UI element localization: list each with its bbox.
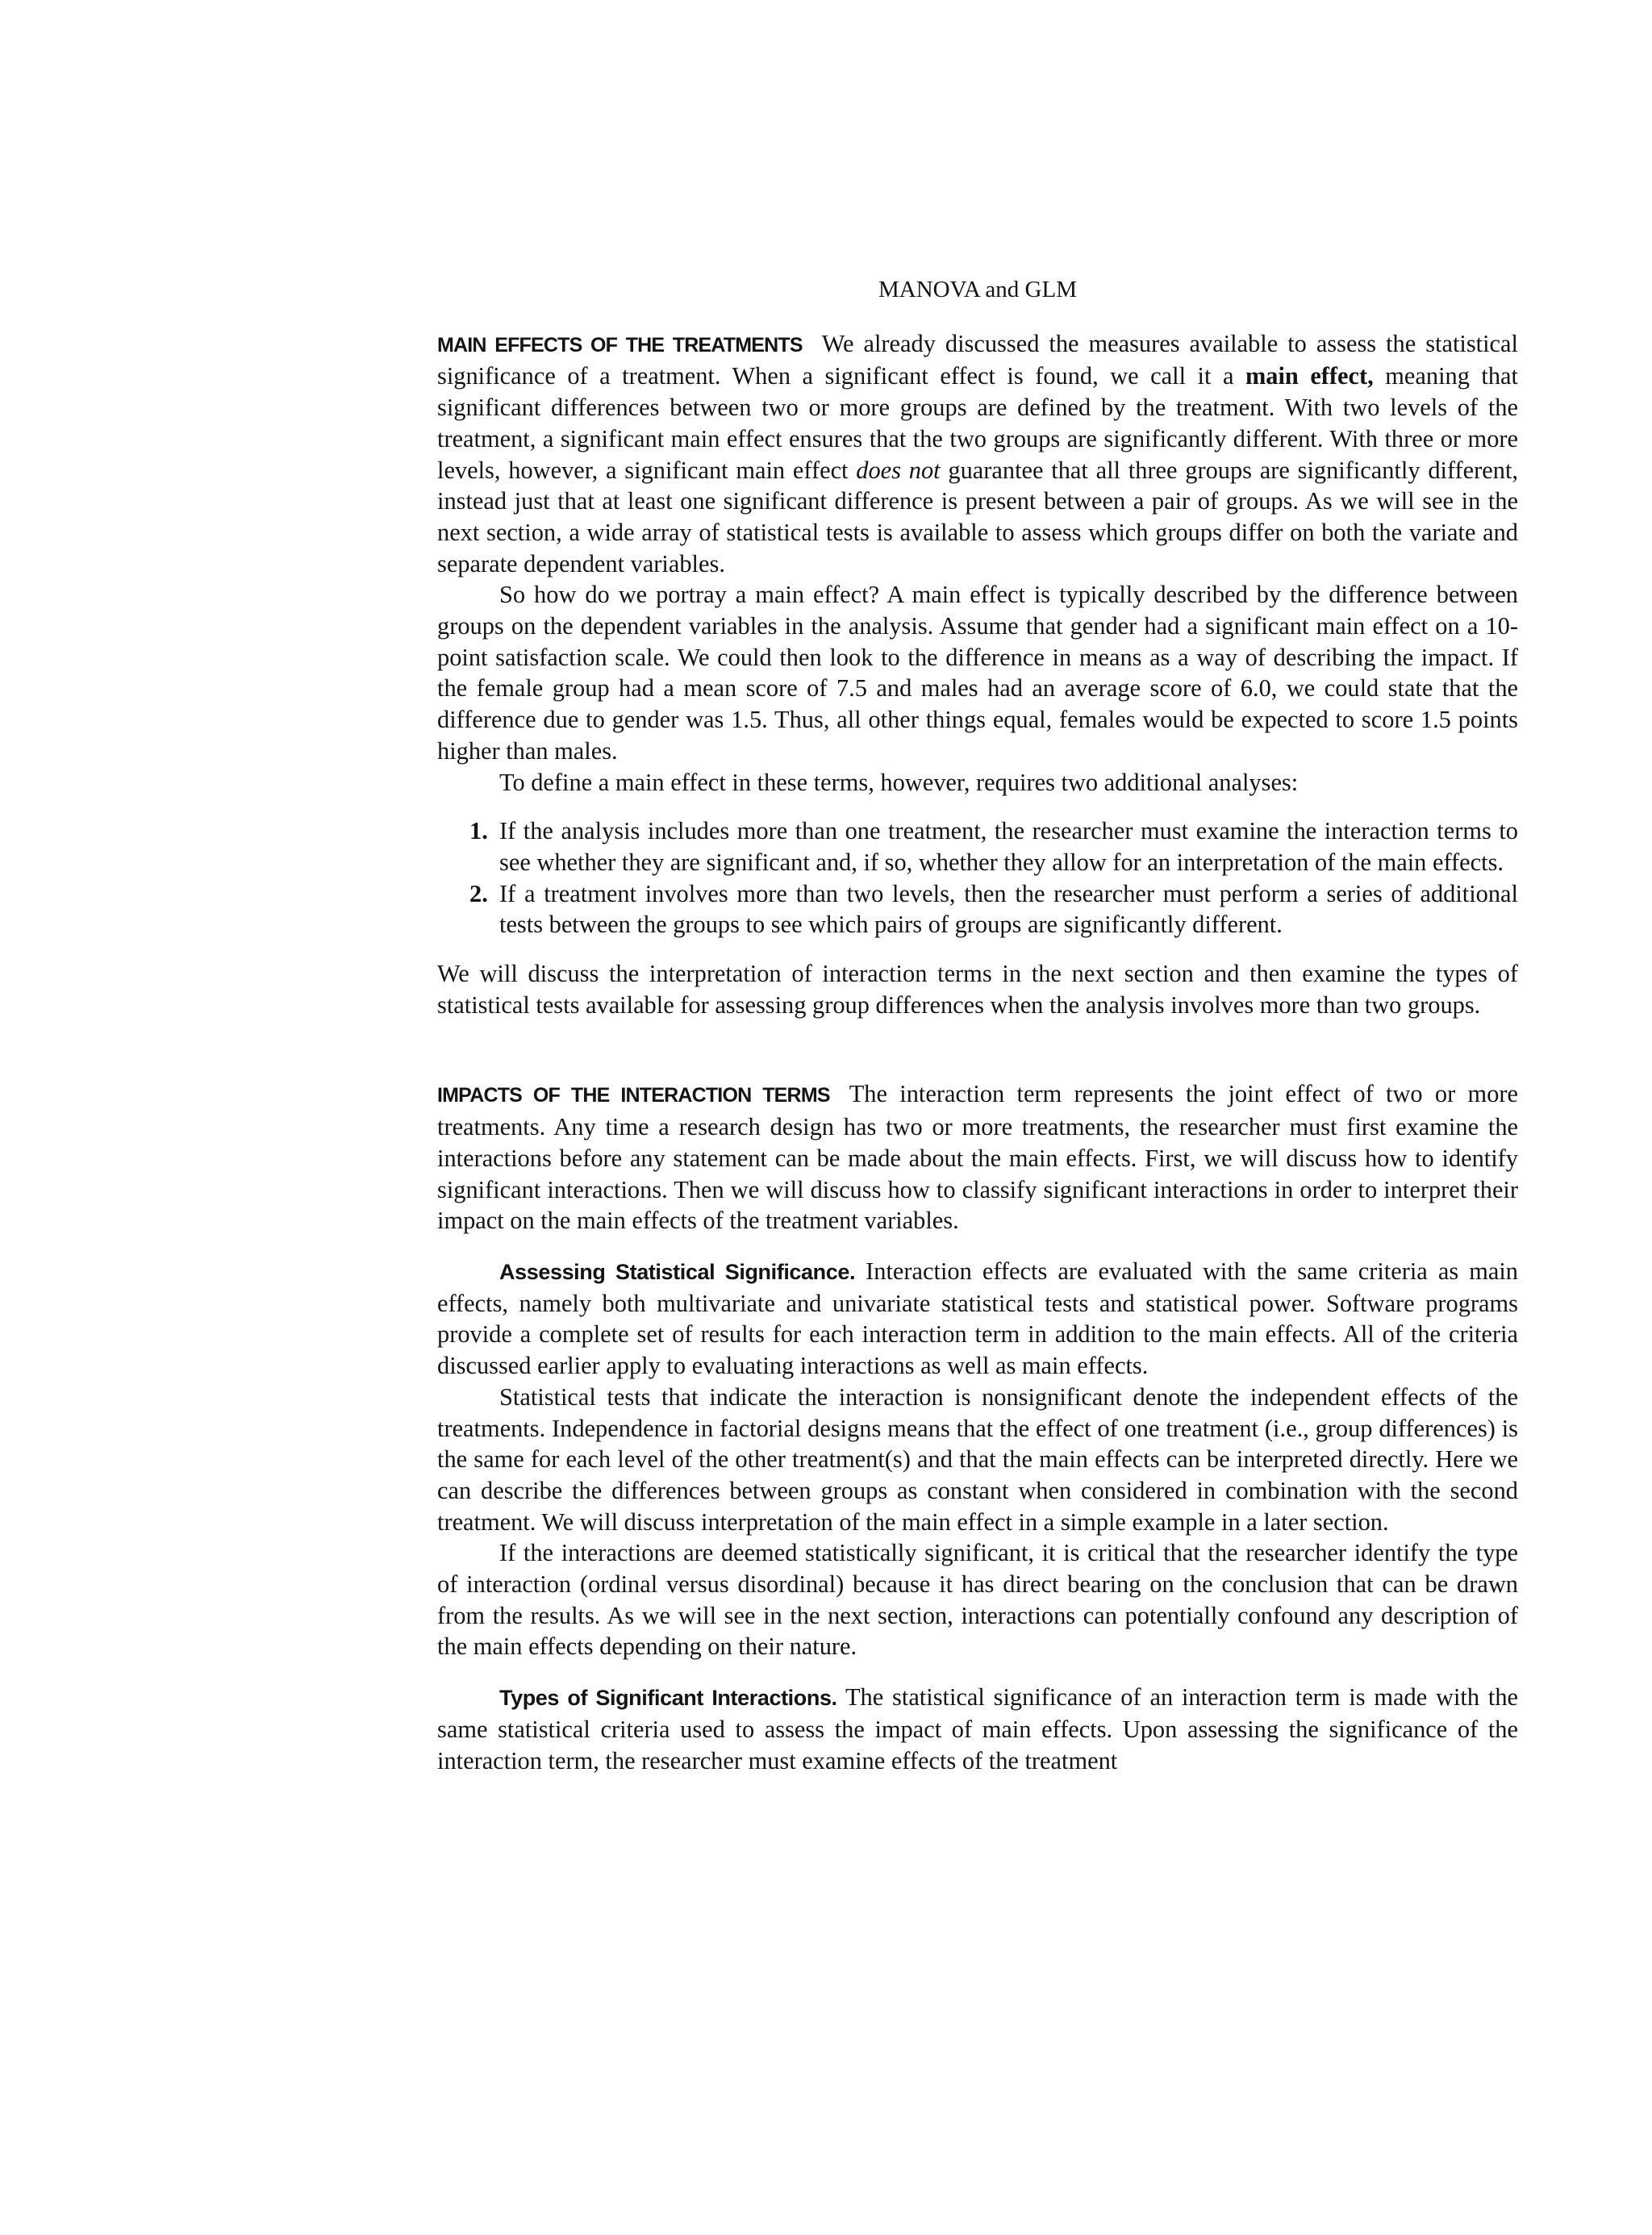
text-span: We already discussed the measures available to assess the statistical significance of a treatment. When a significant effect is found, we call it a	[437, 329, 1518, 390]
types-paragraph-1	[437, 1682, 1518, 1776]
assessing-paragraph-3: If the interactions are deemed statistically significant, it is critical that the researcher identify the type of interaction (ordinal versus disordinal) because it has direct bearing on the conclusion that can be drawn from the results. As we will see in the next section, interactions can potentially confound any description of the main effects depending on their nature.	[437, 1539, 1518, 1661]
list-number: 2.	[469, 879, 488, 907]
list-item-text: If a treatment involves more than two levels, then the researcher must perform a series of additional tests between the groups to see which pairs of groups are significantly different.	[499, 879, 1518, 939]
section-heading-main-effects: MAIN EFFECTS OF THE TREATMENTS	[437, 333, 803, 357]
list-item	[437, 815, 1518, 878]
main-effects-paragraph-2: So how do we portray a main effect? A main effect is typically described by the difference between groups on the dependent variables in the analysis. Assume that gender had a significant main effect on a 10-point satisfaction scale. We could then look to the difference in means as a way of describing the impact. If the female group had a mean score of 7.5 and males had an average score of 6.0, we could state that the difference due to gender was 1.5. Thus, all other things equal, females would be expected to score 1.5 points higher than males.	[437, 581, 1518, 765]
section-spacer	[437, 1020, 1518, 1078]
main-effects-paragraph-1	[437, 328, 1518, 580]
running-head: MANOVA and GLM	[878, 277, 1077, 302]
italic-term: does not	[856, 456, 941, 484]
subsection-heading-assessing: Assessing Statistical Significance.	[499, 1259, 856, 1284]
interaction-paragraph-1	[437, 1078, 1518, 1236]
text-span: The interaction term represents the joint effect of two or more treatments. Any time a research design has two or more treatments, the researcher must first examine the interactions before any statement can be made about the main effects. First, we will discuss how to identify significant interactions. Then we will discuss how to classify significant interactions in order to interpret their impact on the main effects of the treatment variables.	[437, 1080, 1518, 1235]
bold-term: main effect,	[1245, 362, 1374, 390]
section-spacer	[437, 1236, 1518, 1256]
document-page	[437, 274, 1518, 1776]
text-span: Interaction effects are evaluated with the same criteria as main effects, namely both multivariate and univariate statistical tests and statistical power. Software programs provide a complete set of results for each interaction term in addition to the main effects. All of the criteria discussed earlier apply to evaluating interactions as well as main effects.	[437, 1257, 1518, 1380]
list-number: 1.	[469, 817, 488, 845]
main-effects-paragraph-4: We will discuss the interpretation of interaction terms in the next section and then examine the types of statistical tests available for assessing group differences when the analysis involves more than two groups.	[437, 960, 1518, 1019]
subsection-heading-types: Types of Significant Interactions.	[499, 1686, 837, 1711]
main-effects-paragraph-3: To define a main effect in these terms, however, requires two additional analyses:	[499, 768, 1299, 796]
section-heading-interaction: IMPACTS OF THE INTERACTION TERMS	[437, 1084, 830, 1107]
assessing-paragraph-1	[437, 1256, 1518, 1382]
list-item-text: If the analysis includes more than one treatment, the researcher must examine the interaction terms to see whether they are significant and, if so, whether they allow for an interpretation of the main effects.	[499, 817, 1518, 876]
text-span: meaning that significant differences between two or more groups are defined by the treatment. With two levels of the treatment, a significant main effect ensures that the two groups are significantly different. With three or more levels, however, a significant main effect	[437, 362, 1518, 484]
text-span: The statistical significance of an interaction term is made with the same statistical criteria used to assess the impact of main effects. Upon assessing the significance of the interaction term, the researcher must examine effects of the treatment	[437, 1683, 1519, 1774]
text-span: guarantee that all three groups are significantly different, instead just that at least one significant difference is present between a pair of groups. As we will see in the next section, a wide array of statistical tests is available to assess which groups differ on both the variate and separate dependent variables.	[437, 456, 1518, 578]
list-item	[437, 878, 1518, 940]
section-spacer	[437, 1662, 1518, 1682]
assessing-paragraph-2: Statistical tests that indicate the interaction is nonsignificant denote the independent effects of the treatments. Independence in factorial designs means that the effect of one treatment (i.e., group differences) is the same for each level of the other treatment(s) and that the main effects can be interpreted directly. Here we can describe the differences between groups as constant when considered in combination with the second treatment. We will discuss interpretation of the main effect in a simple example in a later section.	[437, 1382, 1518, 1536]
numbered-list	[437, 815, 1518, 940]
